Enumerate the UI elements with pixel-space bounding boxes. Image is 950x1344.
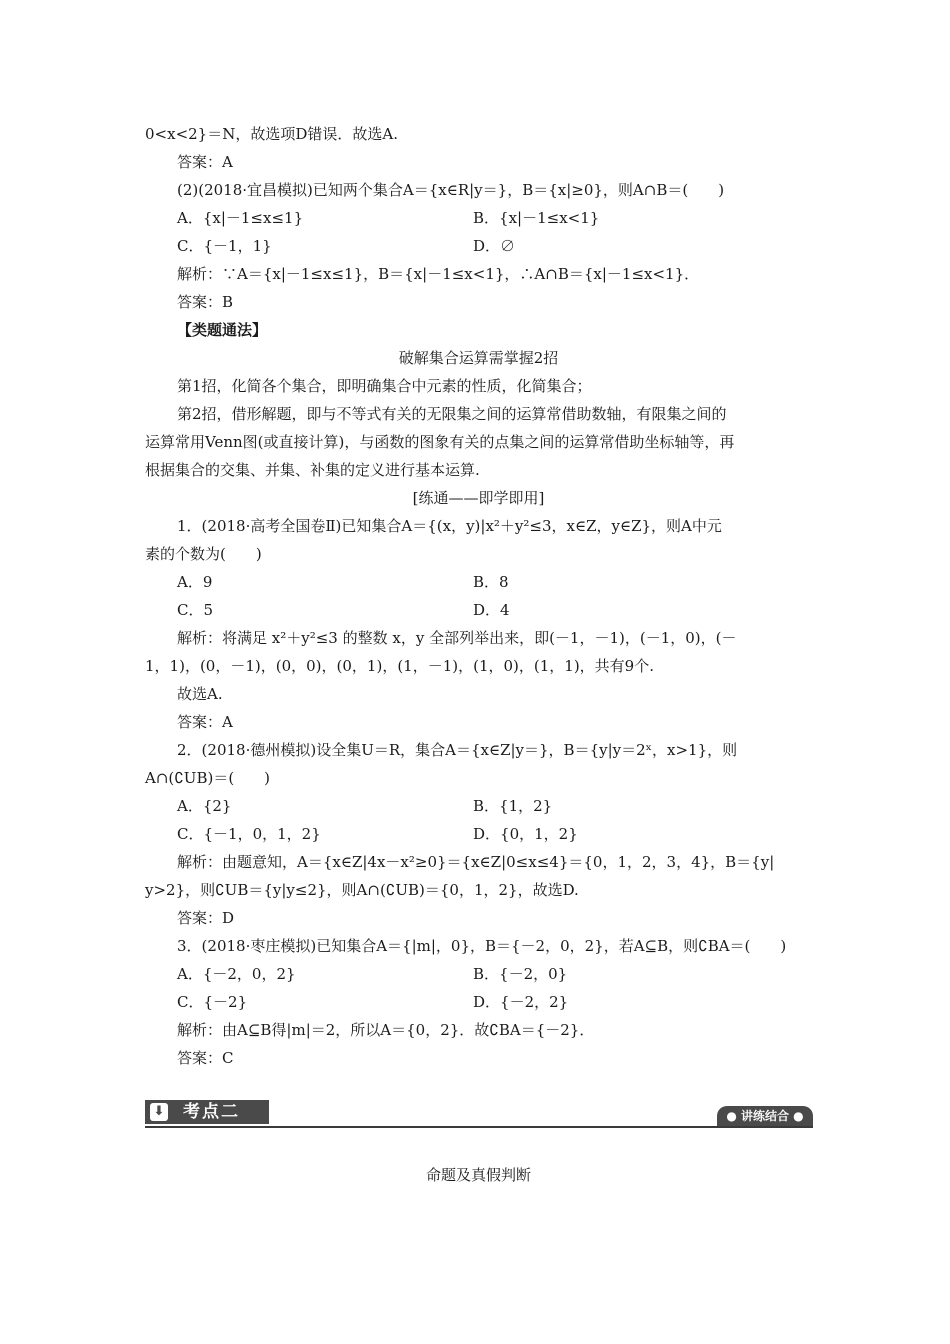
option-d: D．{－2，2} [473,993,569,1011]
answer-line: 答案：D [177,909,235,927]
practice-heading: [练通——即学即用] [412,489,545,507]
question-line: 素的个数为( ) [145,545,262,563]
answer-line: 答案：A [177,713,233,731]
solution-line: y>2}，则∁UB＝{y|y≤2}，则A∩(∁UB)＝{0，1，2}，故选D. [145,881,579,899]
answer-line: 答案：C [177,1049,234,1067]
answer-line: 答案：B [177,293,234,311]
question-line: 3．(2018·枣庄模拟)已知集合A＝{|m|，0}，B＝{－2，0，2}，若A⊆B，则∁BA＝( ) [177,937,787,955]
option-c: C．{－1，0，1，2} [177,825,321,843]
option-b: B．{1，2} [473,797,553,815]
text-line: 第2招，借形解题，即与不等式有关的无限集之间的运算常借助数轴，有限集之间的 [177,405,727,423]
solution-line: 解析：由题意知，A＝{x∈Z|4x－x²≥0}＝{x∈Z|0≤x≤4}＝{0，1，2，3，4}，B＝{y| [177,853,775,871]
question-line: A∩(∁UB)＝( ) [145,769,271,787]
section-label-pill: ● 讲练结合 ● [717,1106,813,1126]
section-banner [145,1100,813,1130]
option-a: A．{2} [177,797,232,815]
option-b: B．{x|－1≤x<1} [473,209,600,227]
question-line: 2．(2018·德州模拟)设全集U＝R，集合A＝{x∈Z|y＝}，B＝{y|y＝2ˣ，x>1}，则 [177,741,738,759]
option-c: C．5 [177,601,214,619]
solution-line: 解析：由A⊆B得|m|＝2，所以A＝{0，2}．故∁BA＝{－2}． [177,1021,595,1039]
solution-line: 解析：∵A＝{x|－1≤x≤1}，B＝{x|－1≤x<1}，∴A∩B＝{x|－1≤x<1}． [177,265,700,283]
text-line: 0<x<2}＝N，故选项D错误．故选A. [145,125,398,143]
option-a: A．{－2，0，2} [177,965,296,983]
section-tag [145,1100,269,1124]
text-line: 运算常用Venn图(或直接计算)，与函数的图象有关的点集之间的运算常借助坐标轴等，再 [145,433,735,451]
option-c: C．{－2} [177,993,248,1011]
section-rule [145,1126,813,1128]
option-c: C．{－1，1} [177,237,272,255]
method-title: 【类题通法】 [177,321,268,339]
solution-line: 故选A. [177,685,223,703]
option-d: D．∅ [473,237,516,255]
option-b: B．8 [473,573,509,591]
method-heading: 破解集合运算需掌握2招 [398,349,559,367]
option-b: B．{－2，0} [473,965,568,983]
text-line: 根据集合的交集、并集、补集的定义进行基本运算. [145,461,480,479]
solution-line: 1，1)，(0，－1)，(0，0)，(0，1)，(1，－1)，(1，0)，(1，1)，共有9个. [145,657,654,675]
subsection-title: 命题及真假判断 [425,1166,531,1184]
down-arrow-icon: ⬇ [150,1103,168,1121]
option-a: A．{x|－1≤x≤1} [177,209,304,227]
option-a: A．9 [177,573,213,591]
answer-line: 答案：A [177,153,233,171]
option-d: D．4 [473,601,510,619]
option-d: D．{0，1，2} [473,825,578,843]
solution-line: 解析：将满足 x²＋y²≤3 的整数 x，y 全部列举出来，即(－1，－1)，(－1，0)，(－ [177,629,737,647]
question-line: (2)(2018·宜昌模拟)已知两个集合A＝{x∈R|y＝}，B＝{x|≥0}，则A∩B＝( ) [177,181,725,199]
question-line: 1．(2018·高考全国卷Ⅱ)已知集合A＝{(x，y)|x²＋y²≤3，x∈Z，y∈Z}，则A中元 [177,517,722,535]
text-line: 第1招，化简各个集合，即明确集合中元素的性质，化简集合； [177,377,592,395]
section-title: 考点二 [183,1102,240,1122]
